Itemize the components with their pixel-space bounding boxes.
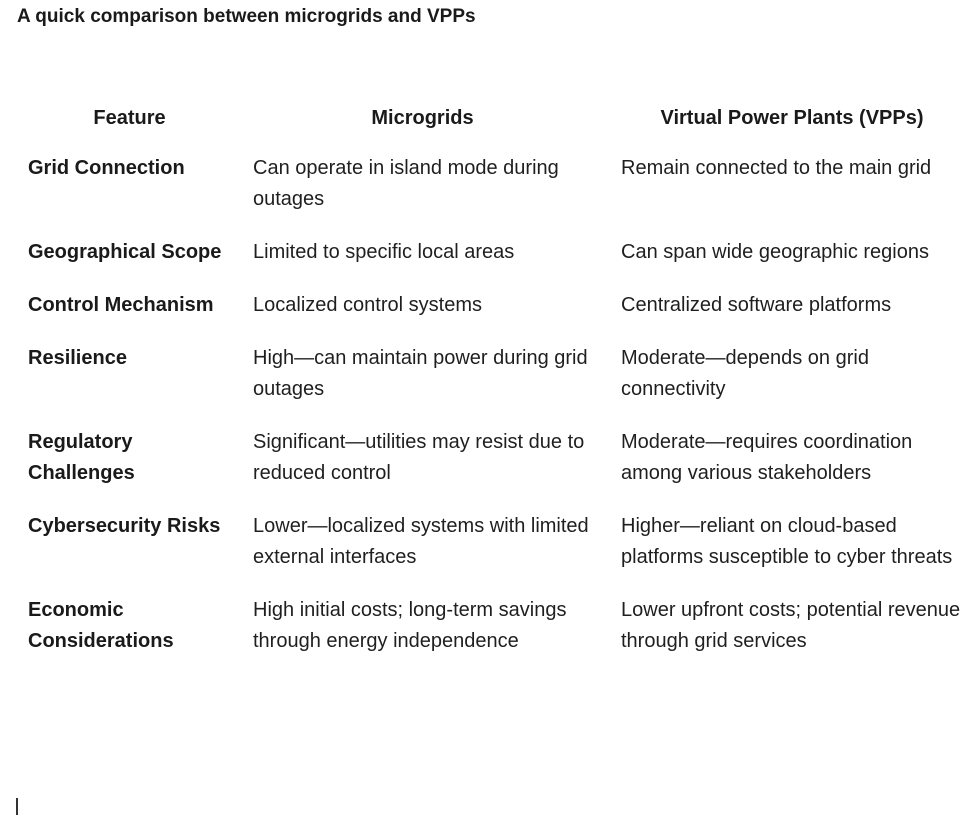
microgrids-cell: Lower—localized systems with limited external interfaces bbox=[253, 515, 589, 568]
vpps-cell: Higher—reliant on cloud-based platforms susceptible to cyber threats bbox=[621, 515, 953, 568]
text-cursor bbox=[16, 798, 18, 815]
microgrids-cell: Localized control systems bbox=[253, 294, 482, 316]
feature-cell: Control Mechanism bbox=[28, 294, 214, 316]
vpps-cell: Remain connected to the main grid bbox=[621, 157, 932, 179]
vpps-cell: Can span wide geographic regions bbox=[621, 241, 929, 263]
vpps-cell: Moderate—depends on grid connectivity bbox=[621, 347, 869, 400]
column-header-vpps: Virtual Power Plants (VPPs) bbox=[660, 107, 924, 129]
vpps-cell: Moderate—requires coordination among various stakeholders bbox=[621, 431, 913, 484]
table-row bbox=[17, 333, 961, 417]
page-title: A quick comparison between microgrids and VPPs bbox=[17, 6, 476, 27]
microgrids-cell: High initial costs; long-term savings through energy independence bbox=[253, 599, 567, 652]
microgrids-cell: Limited to specific local areas bbox=[253, 241, 515, 263]
table-row bbox=[17, 280, 961, 333]
column-header-feature: Feature bbox=[93, 107, 166, 129]
feature-cell: Cybersecurity Risks bbox=[28, 515, 221, 537]
microgrids-cell: High—can maintain power during grid outages bbox=[253, 347, 588, 400]
vpps-cell: Centralized software platforms bbox=[621, 294, 892, 316]
comparison-table bbox=[17, 95, 961, 669]
microgrids-cell: Significant—utilities may resist due to reduced control bbox=[253, 431, 585, 484]
feature-cell: Regulatory Challenges bbox=[28, 431, 135, 484]
table-row bbox=[17, 501, 961, 585]
table-row bbox=[17, 143, 961, 227]
feature-cell: Resilience bbox=[28, 347, 127, 369]
feature-cell: Grid Connection bbox=[28, 157, 185, 179]
table-row bbox=[17, 417, 961, 501]
table-row bbox=[17, 585, 961, 669]
feature-cell: Geographical Scope bbox=[28, 241, 222, 263]
microgrids-cell: Can operate in island mode during outages bbox=[253, 157, 559, 210]
vpps-cell: Lower upfront costs; potential revenue through grid services bbox=[621, 599, 961, 652]
table-row bbox=[17, 227, 961, 280]
table-header-row bbox=[17, 95, 961, 143]
feature-cell: Economic Considerations bbox=[28, 599, 174, 652]
column-header-microgrids: Microgrids bbox=[371, 107, 474, 129]
